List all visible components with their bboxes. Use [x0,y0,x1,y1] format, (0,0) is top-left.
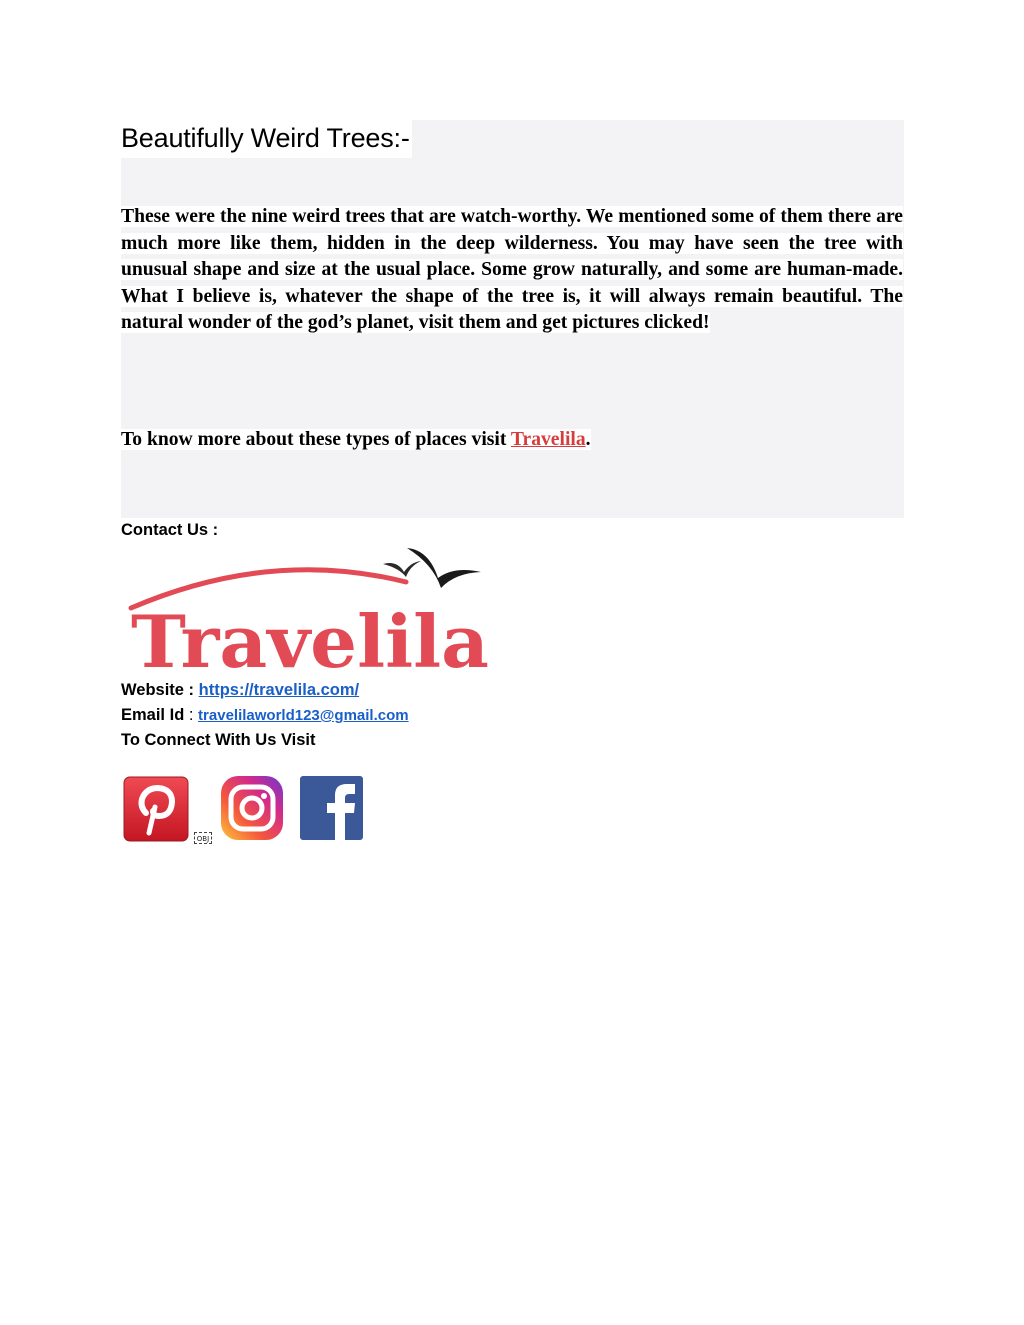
visit-line [121,427,591,453]
page-title: Beautifully Weird Trees:- [121,118,412,158]
body-paragraph-text: These were the nine weird trees that are watch-worthy. We mentioned some of them there are much more like them, hidden in the deep wilderness. You may have seen the tree with unusual shape and size at the usual place. Some grow naturally, and some are human-made. What I believe is, whatever the shape of the tree is, it will always remain beautiful. The natural wonder of the god’s planet, visit them and get pictures clicked! [121,206,903,333]
facebook-icon[interactable] [299,775,364,841]
website-line [121,679,359,701]
visit-suffix: . [585,429,591,450]
email-link[interactable]: travelilaworld123@gmail.com [198,707,409,724]
website-link[interactable]: https://travelila.com/ [198,681,360,699]
email-line [121,704,409,727]
email-label: Email Id [121,706,185,724]
travelila-link[interactable]: Travelila [510,429,586,450]
small-bird-icon [383,561,421,577]
connect-label: To Connect With Us Visit [121,731,316,749]
logo-wordmark: Travelila [131,599,489,678]
body-paragraph [121,204,903,337]
embedded-object-placeholder: OBJ [194,832,212,844]
pinterest-icon[interactable] [122,775,190,843]
email-separator: : [184,706,199,724]
website-label: Website : [121,681,199,699]
contact-title: Contact Us : [121,521,219,539]
visit-prefix: To know more about these types of places visit [121,429,511,450]
travelila-logo [121,540,501,678]
large-bird-icon [407,548,481,588]
instagram-icon[interactable] [218,773,286,843]
